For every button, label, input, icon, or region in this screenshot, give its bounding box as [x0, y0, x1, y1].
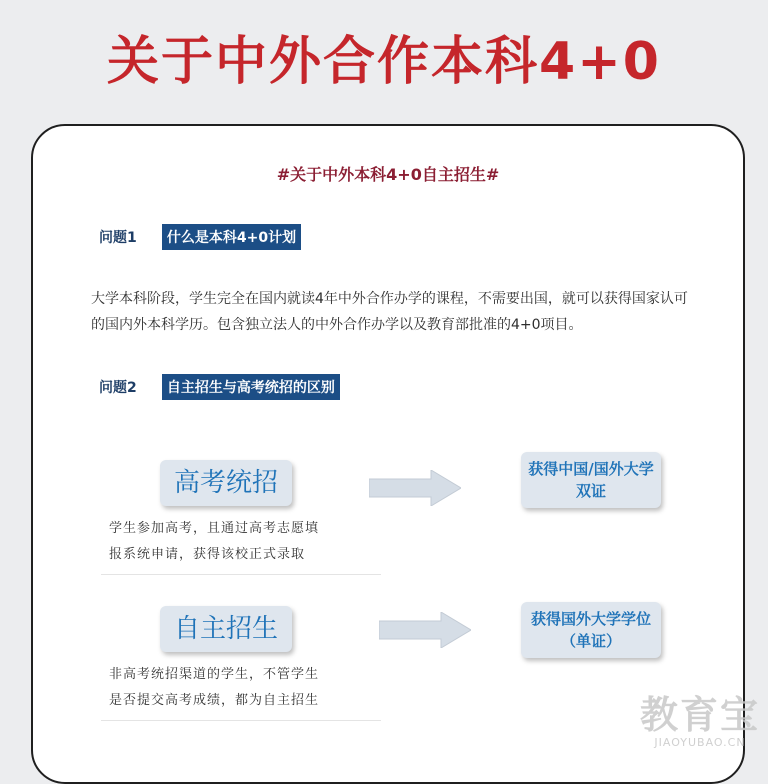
question-1-tag: 问题1	[99, 230, 137, 246]
self-enroll-label: 自主招生	[160, 606, 292, 652]
question-2-tag: 问题2	[99, 380, 137, 396]
arrow-right-icon	[369, 470, 461, 506]
divider	[101, 720, 381, 721]
gaokao-description-line-2: 报系统申请，获得该校正式录取	[109, 547, 306, 562]
self-enroll-description	[109, 662, 379, 714]
self-enroll-description-line-2: 是否提交高考成绩，都为自主招生	[109, 693, 320, 708]
question-1	[99, 224, 301, 250]
watermark-main: 教育宝	[639, 693, 760, 737]
gaokao-result: 获得中国/国外大学双证	[521, 452, 661, 508]
article-title: #关于中外本科4+0自主招生#	[276, 165, 500, 184]
question-2-title: 自主招生与高考统招的区别	[162, 374, 340, 400]
gaokao-description-line-1: 学生参加高考，且通过高考志愿填	[109, 521, 320, 536]
question-1-title: 什么是本科4+0计划	[162, 224, 301, 250]
gaokao-label: 高考统招	[160, 460, 292, 506]
self-enroll-result: 获得国外大学学位（单证）	[521, 602, 661, 658]
watermark-sub: JIAOYUBAO.CN	[654, 736, 746, 749]
gaokao-description	[109, 516, 379, 568]
arrow-right-icon	[379, 612, 471, 648]
watermark-logo	[640, 694, 760, 749]
question-2	[99, 374, 340, 400]
page-title: 关于中外合作本科4+0	[107, 32, 661, 92]
question-1-answer: 大学本科阶段，学生完全在国内就读4年中外合作办学的课程，不需要出国，就可以获得国家认可的国内外本科学历。包含独立法人的中外合作办学以及教育部批准的4+0项目。	[91, 291, 688, 333]
divider	[101, 574, 381, 575]
article-card	[31, 124, 745, 784]
self-enroll-description-line-1: 非高考统招渠道的学生，不管学生	[109, 667, 320, 682]
